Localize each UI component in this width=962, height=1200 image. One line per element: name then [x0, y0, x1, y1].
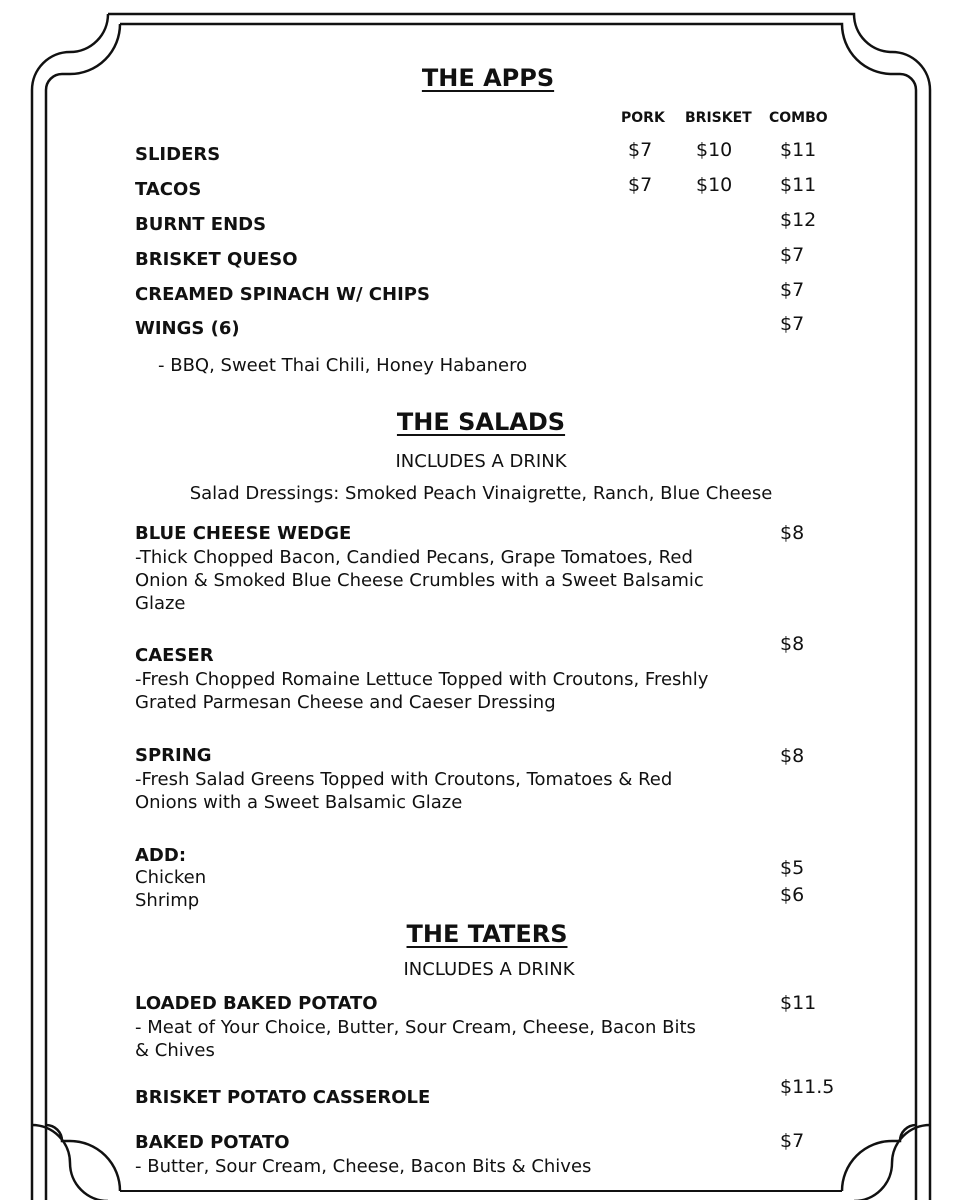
salads-subtitle: INCLUDES A DRINK [395, 451, 567, 472]
tater-item-name: BAKED POTATO [135, 1132, 290, 1153]
salad-item-price: $8 [780, 522, 805, 544]
apps-item-name: TACOS [135, 179, 202, 200]
price-brisket: $10 [696, 139, 733, 161]
apps-item-name: WINGS (6) [135, 318, 240, 339]
price-combo: $11 [780, 139, 817, 161]
add-option-price: $5 [780, 857, 805, 879]
price-combo: $7 [780, 244, 805, 266]
taters-title: THE TATERS [406, 920, 568, 948]
salad-add-label: ADD: [135, 845, 187, 866]
tater-item-name: LOADED BAKED POTATO [135, 993, 378, 1014]
taters-subtitle: INCLUDES A DRINK [403, 959, 575, 980]
salad-item-name: SPRING [135, 745, 212, 766]
add-option-name: Shrimp [135, 890, 200, 911]
price-pork: $7 [628, 139, 653, 161]
salad-item-price: $8 [780, 633, 805, 655]
price-pork: $7 [628, 174, 653, 196]
apps-item-name: CREAMED SPINACH W/ CHIPS [135, 284, 430, 305]
salad-item-desc: -Fresh Salad Greens Topped with Croutons, Tomatoes & Red Onions with a Sweet Balsamic Glaze [135, 769, 673, 813]
column-header-pork: PORK [621, 110, 665, 126]
salads-title: THE SALADS [396, 408, 566, 436]
salad-item-price: $8 [780, 745, 805, 767]
salad-item-name: BLUE CHEESE WEDGE [135, 523, 352, 544]
apps-item-name: BURNT ENDS [135, 214, 267, 235]
salad-item-desc: -Fresh Chopped Romaine Lettuce Topped with Croutons, Freshly Grated Parmesan Cheese and Caeser Dressing [135, 669, 709, 713]
column-header-brisket: BRISKET [685, 110, 752, 126]
salad-item-desc: -Thick Chopped Bacon, Candied Pecans, Grape Tomatoes, Red Onion & Smoked Blue Cheese Crumbles with a Sweet Balsamic Glaze [135, 547, 704, 614]
price-combo: $7 [780, 279, 805, 301]
add-option-price: $6 [780, 884, 805, 906]
apps-item-name: BRISKET QUESO [135, 249, 298, 270]
wings-flavors: - BBQ, Sweet Thai Chili, Honey Habanero [158, 355, 528, 376]
price-combo: $11 [780, 174, 817, 196]
tater-item-name: BRISKET POTATO CASSEROLE [135, 1087, 431, 1108]
tater-item-price: $11 [780, 992, 817, 1014]
column-header-combo: COMBO [769, 110, 828, 126]
price-brisket: $10 [696, 174, 733, 196]
add-option-name: Chicken [135, 867, 207, 888]
price-combo: $12 [780, 209, 817, 231]
salad-item-name: CAESER [135, 645, 214, 666]
tater-item-desc: - Butter, Sour Cream, Cheese, Bacon Bits & Chives [135, 1156, 592, 1177]
tater-item-price: $7 [780, 1130, 805, 1152]
salad-dressings: Salad Dressings: Smoked Peach Vinaigrette, Ranch, Blue Cheese [189, 483, 773, 504]
apps-title: THE APPS [421, 64, 555, 92]
tater-item-price: $11.5 [780, 1076, 835, 1098]
tater-item-desc: - Meat of Your Choice, Butter, Sour Cream, Cheese, Bacon Bits & Chives [135, 1017, 696, 1061]
apps-item-name: SLIDERS [135, 144, 221, 165]
price-combo: $7 [780, 313, 805, 335]
